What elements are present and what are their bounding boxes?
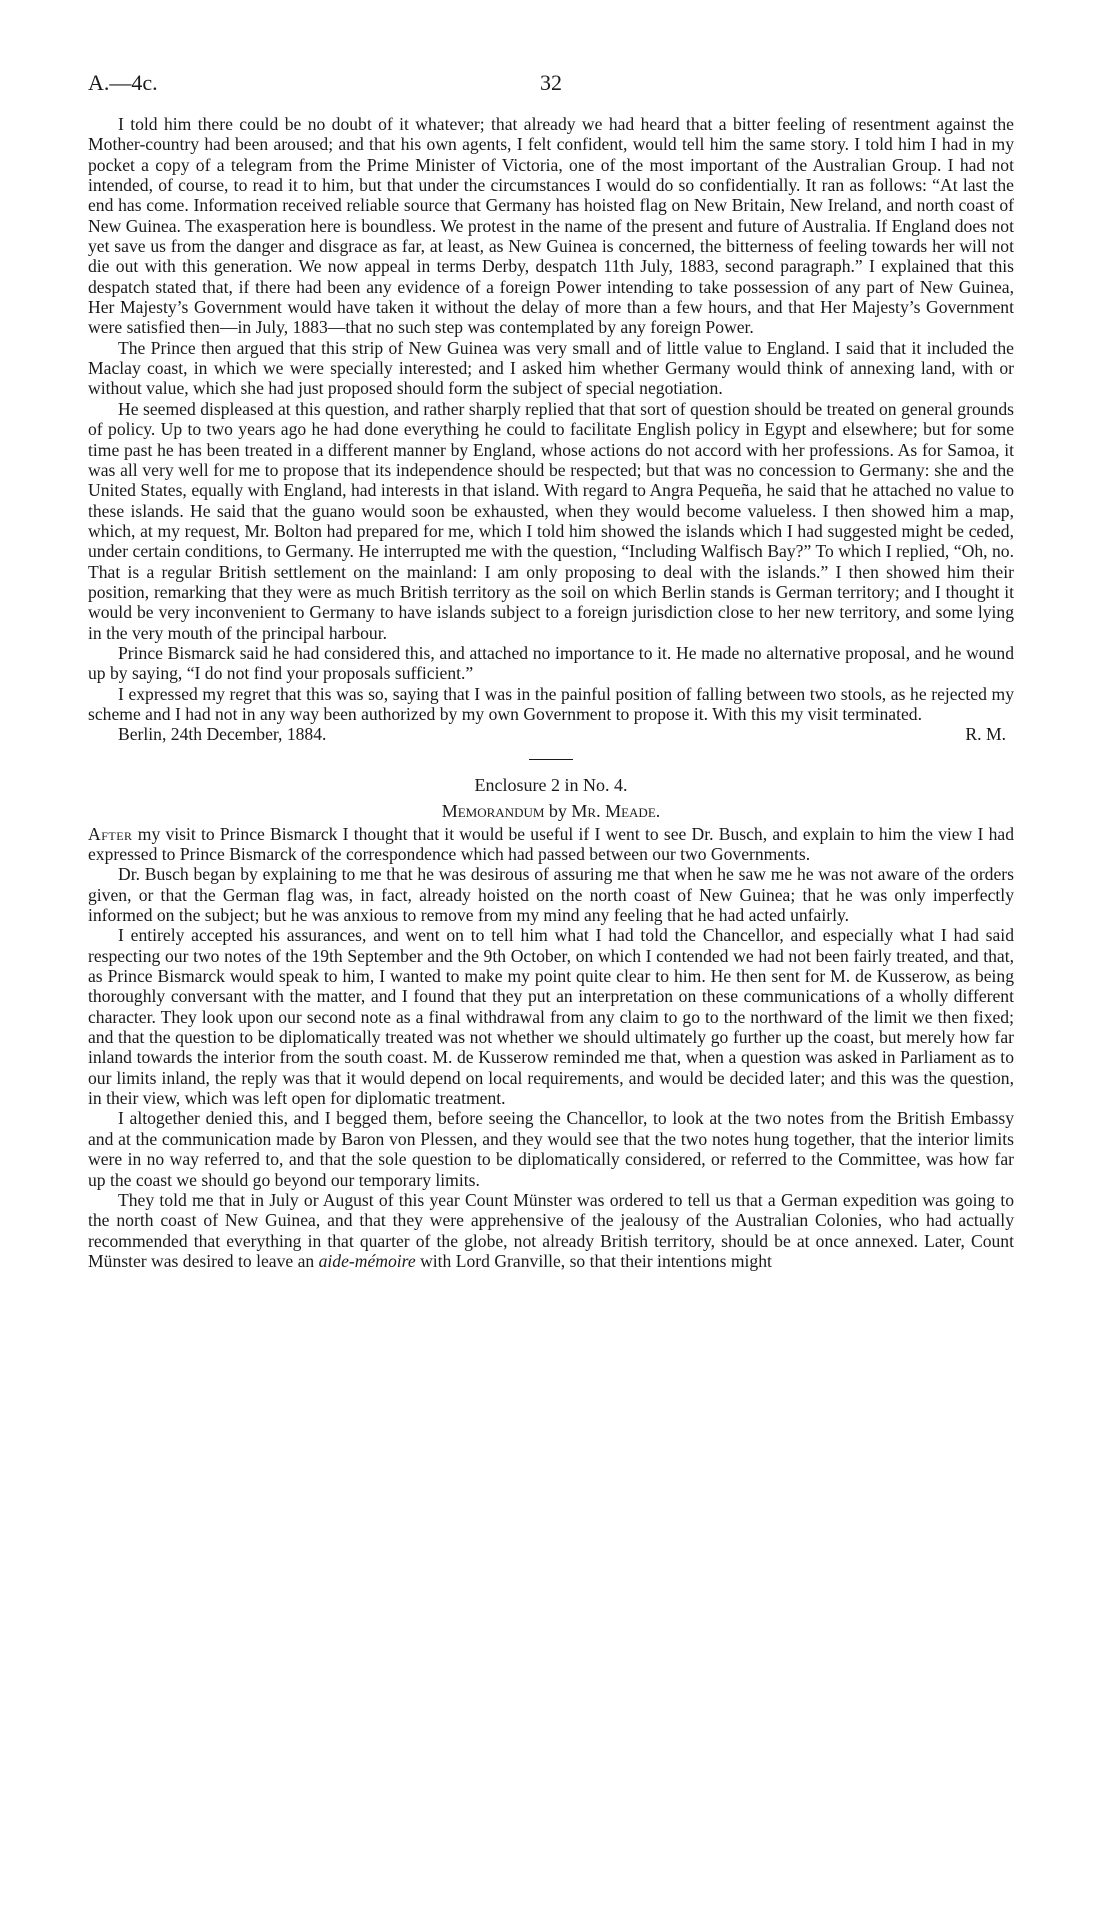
paragraph: He seemed displeased at this question, and rather sharply replied that that sort of question should be treated on general grounds of policy. Up to two years ago he had done everything he could to facilitate English policy in Egypt and elsewhere; but for some time past he has been treated in a different manner by England, whose actions do not accord with her professions. As for Samoa, it was all very well for me to propose that its independence should be respected; but that was no concession to Germany: she and the United States, equally with England, had interests in that island. With regard to Angra Pequeña, he said that he attached no value to these islands. He said that the guano would soon be exhausted, when they would become valueless. I then showed him a map, which, at my request, Mr. Bolton had prepared for me, which I told him showed the islands which I had suggested might be ceded, under certain conditions, to Germany. He interrupted me with the question, “Including Walfisch Bay?” To which I replied, “Oh, no. That is a regular British settlement on the mainland: I am only proposing to deal with the islands.” I then showed him their position, remarking that they were as much British territory as the soil on which Berlin stands is German territory; and I thought it would be very inconvenient to Germany to have islands subject to a foreign jurisdiction close to her new territory, and some lying in the very mouth of the principal harbour. (88, 398, 1014, 643)
enclosure-title: Enclosure 2 in No. 4. (474, 774, 628, 795)
paragraph: Prince Bismarck said he had considered this, and attached no importance to it. He made no alternative proposal, and he wound up by saying, “I do not find your proposals sufficient.” (88, 642, 1014, 684)
paragraph: I altogether denied this, and I begged them, before seeing the Chancellor, to look at the two notes from the British Embassy and at the communication made by Baron von Plessen, and they would see that the two notes hung together, that the interior limits were in no way referred to, and that the sole question to be diplomatically considered, or referred to the Committee, was how far up the coast we should go beyond our temporary limits. (88, 1108, 1014, 1190)
paragraph: The Prince then argued that this strip of New Guinea was very small and of little value to England. I said that it included the Maclay coast, in which we were specially interested; and I asked him whether Germany would think of annexing land, with or without value, which she had just proposed should form the subject of special negotiation. (88, 337, 1014, 399)
memorandum-by: by (548, 800, 567, 821)
section-divider (529, 759, 573, 760)
memorandum-word: Memorandum (441, 800, 545, 821)
document-page (88, 70, 1014, 1271)
paragraph-text: my visit to Prince Bismarck I thought that it would be useful if I went to see Dr. Busch, and explain to him the view I had expressed to Prince Bismarck of the correspondence which had passed between our two Governments. (88, 823, 1014, 864)
paragraph: I expressed my regret that this was so, saying that I was in the painful position of falling between two stools, as he rejected my scheme and I had not in any way been authorized by my own Government to propose it. With this my visit terminated. (88, 683, 1014, 724)
memorandum-author: Mr. Meade. (571, 800, 661, 821)
paragraph: I entirely accepted his assurances, and went on to tell him what I had told the Chancellor, and especially what I had said respecting our two notes of the 19th September and the 9th October, on which I contended we had not been fairly treated, and that, as Prince Bismarck would speak to him, I wanted to make my point quite clear to him. He then sent for M. de Kusserow, as being thoroughly conversant with the matter, and I found that they put an interpretation on these communications of a wholly different character. They look upon our second note as a final withdrawal from any claim to go to the northward of the limit we then fixed; and that the question to be diplomatically treated was not whether we should ultimately go further up the coast, but merely how far inland towards the interior from the south coast. M. de Kusserow reminded me that, when a question was asked in Parliament as to our limits inland, the reply was that it would depend on local requirements, and would be decided later; and this was the question, in their view, which was left open for diplomatic treatment. (88, 925, 1014, 1109)
paragraph (88, 1190, 1014, 1271)
main-text (88, 114, 1014, 1271)
memorandum-title (88, 798, 1014, 824)
paragraph: I told him there could be no doubt of it whatever; that already we had heard that a bitter feeling of resentment against the Mother-country had been aroused; and that his own agents, I felt confident, would tell him the same story. I told him I had in my pocket a copy of a telegram from the Prime Minister of Victoria, one of the most important of the Australian Group. I had not intended, of course, to read it to him, but that under the circumstances I would do so confidentially. It ran as follows: “At last the end has come. Information received reliable source that Germany has hoisted flag on New Britain, New Ireland, and north coast of New Guinea. The exasperation here is boundless. We protest in the name of the present and future of Australia. If England does not yet save us from the danger and disgrace as far, at least, as New Guinea is concerned, the bitterness of feeling towards her will not die out with this generation. We now appeal in terms Derby, despatch 11th July, 1883, second paragraph.” I explained that this despatch stated that, if there had been any evidence of a foreign Power intending to take possession of any part of New Guinea, Her Majesty’s Government would have taken it without the delay of more than a few hours, and that Her Majesty’s Government were satisfied then—in July, 1883—that no such step was contemplated by any foreign Power. (88, 114, 1014, 338)
lead-word: After (88, 823, 133, 844)
page-header (88, 70, 1014, 114)
page-number: 32 (540, 70, 562, 95)
signoff-initials: R. M. (965, 724, 1006, 745)
italic-term: aide-mémoire (318, 1250, 416, 1271)
paragraph-text: with Lord Granville, so that their intentions might (420, 1250, 772, 1271)
document-reference: A.—4c. (88, 70, 158, 95)
signoff (88, 724, 1014, 744)
paragraph-text: They told me that in July or August of this year Count Münster was ordered to tell us that a German expedition was going to the north coast of New Guinea, and that they were apprehensive of the jealousy of the Australian Colonies, who had actually recommended that everything in that quarter of the globe, not already British territory, should be at once annexed. Later, Count Münster was desired to leave an (88, 1189, 1014, 1271)
paragraph: Dr. Busch began by explaining to me that he was desirous of assuring me that when he saw me he was not aware of the orders given, or that the German flag was, in fact, already hoisted on the north coast of New Guinea; that he was only imperfectly informed on the subject; but he was anxious to remove from my mind any feeling that he had acted unfairly. (88, 864, 1014, 926)
signoff-place-date: Berlin, 24th December, 1884. (118, 724, 327, 745)
paragraph (88, 824, 1014, 865)
